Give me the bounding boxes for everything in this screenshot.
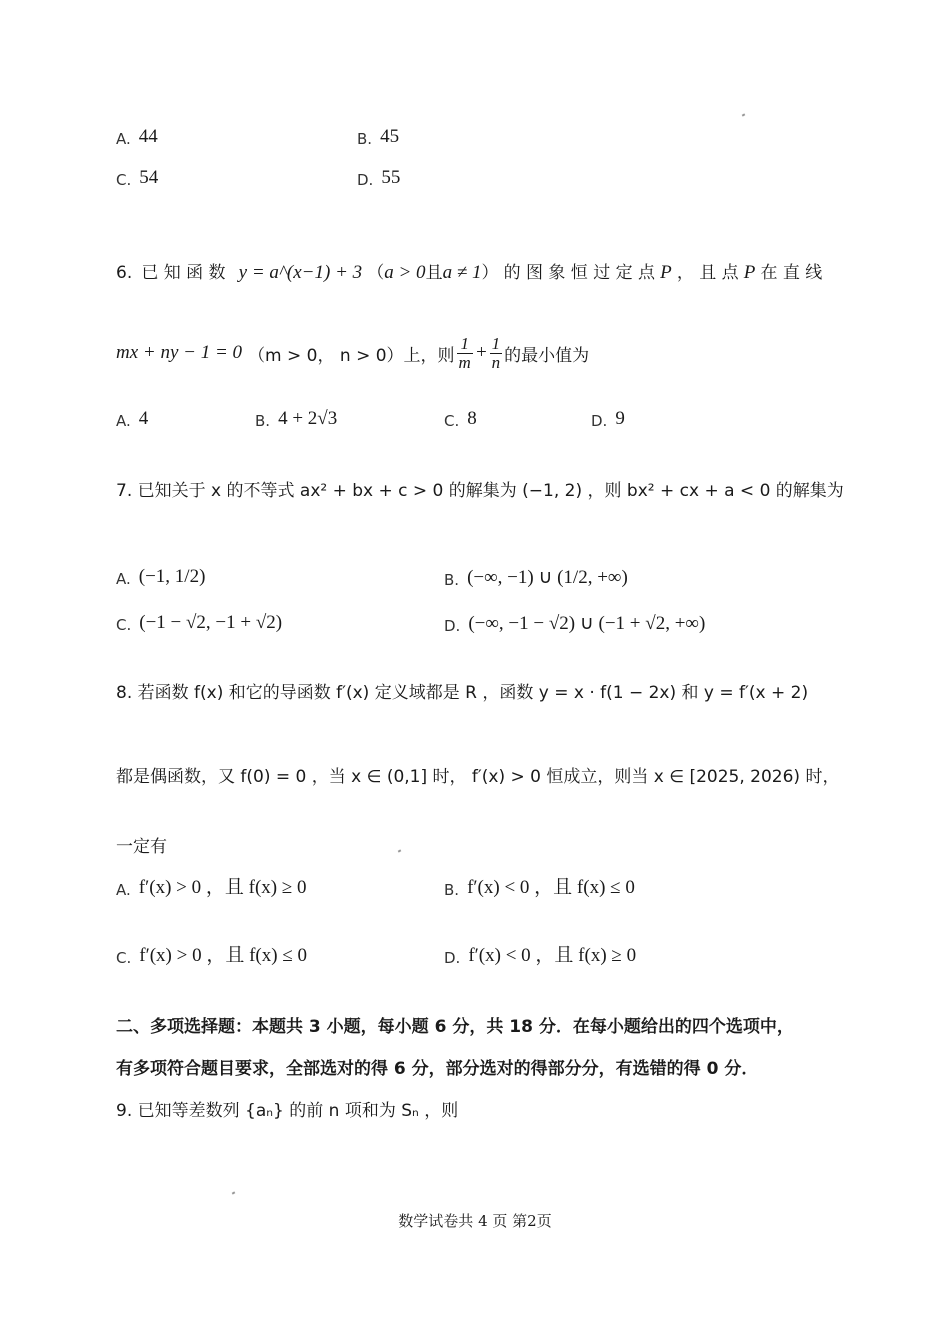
option-label: C. — [116, 949, 132, 967]
section-heading-line-2: 有多项符合题目要求，全部选对的得 6 分，部分选对的得部分分，有选错的得 0 分． — [116, 1059, 759, 1079]
question-text: 的最小值为 — [504, 345, 590, 366]
scan-speck — [232, 1191, 236, 1194]
point-label: P — [743, 262, 756, 283]
q6-line-2 — [116, 335, 589, 372]
q8-option-c — [116, 940, 307, 967]
plus-sign: + — [474, 342, 488, 364]
q9-question: 9. 已知等差数列 {aₙ} 的前 n 项和为 Sₙ ，则 — [116, 1101, 459, 1121]
option-label: D. — [444, 949, 461, 967]
q6-option-a — [116, 408, 148, 430]
option-label: D. — [591, 412, 608, 430]
q7-option-a — [116, 566, 205, 588]
option-label: A. — [116, 130, 131, 148]
option-value: 4 + 2√3 — [278, 408, 338, 429]
fraction-numerator: 1 — [460, 334, 469, 353]
option-value: 54 — [139, 167, 159, 188]
question-text: ， 且 点 — [676, 263, 739, 283]
fraction-denominator: m — [458, 352, 471, 372]
line-equation: mx + ny − 1 = 0 — [116, 342, 243, 364]
option-label: B. — [255, 412, 271, 430]
fraction-denominator: n — [491, 352, 501, 372]
option-value: 55 — [381, 167, 401, 188]
option-value: f′(x) > 0 ，且 f(x) ≥ 0 — [138, 877, 307, 898]
option-value: f′(x) < 0 ，且 f(x) ≥ 0 — [468, 945, 637, 966]
fraction-numerator: 1 — [491, 334, 501, 353]
option-value: (−1, 1/2) — [138, 566, 206, 587]
q6-option-d — [591, 408, 625, 430]
option-value: f′(x) < 0 ，且 f(x) ≤ 0 — [467, 877, 635, 898]
option-value: 8 — [467, 408, 477, 429]
option-value: 44 — [138, 126, 158, 147]
q6-option-c — [444, 408, 477, 430]
scan-speck — [398, 849, 402, 852]
section-heading-line-1: 二、多项选择题：本题共 3 小题，每小题 6 分，共 18 分．在每小题给出的四个选项中， — [116, 1017, 794, 1037]
point-label: P — [660, 262, 672, 283]
option-label: B. — [444, 571, 460, 589]
q5-option-a — [116, 126, 158, 148]
option-label: B. — [444, 881, 460, 899]
q5-option-c — [116, 167, 158, 189]
option-label: D. — [444, 617, 461, 635]
q5-option-b — [357, 126, 399, 148]
q5-option-d — [357, 167, 400, 189]
q8-option-b — [444, 872, 635, 899]
q8-line-2: 都是偶函数，又 f(0) = 0 ，当 x ∈ (0,1] 时， f′(x) > 0 恒成立，则当 x ∈ [2025, 2026) 时， — [116, 767, 840, 787]
paren-open: （ — [367, 263, 385, 283]
condition-a: a > 0 — [384, 262, 426, 283]
option-label: A. — [116, 412, 131, 430]
option-label: A. — [116, 570, 131, 588]
option-value: (−1 − √2, −1 + √2) — [139, 612, 283, 633]
option-label: C. — [116, 171, 132, 189]
q6-option-b — [255, 408, 337, 430]
question-text: 在 直 线 — [760, 263, 823, 283]
option-value: (−∞, −1) ∪ (1/2, +∞) — [467, 567, 628, 588]
option-label: A. — [116, 881, 131, 899]
option-label: C. — [116, 616, 132, 634]
fraction-1-over-n — [490, 335, 503, 372]
q8-option-a — [116, 872, 307, 899]
scan-speck — [742, 113, 746, 116]
option-value: 9 — [615, 408, 625, 429]
option-label: D. — [357, 171, 374, 189]
question-text: 已 知 函 数 — [141, 263, 226, 283]
q6-line-1 — [116, 258, 822, 284]
q8-line-1: 8. 若函数 f(x) 和它的导函数 f′(x) 定义域都是 R ，函数 y = x · f(1 − 2x) 和 y = f′(x + 2) — [116, 683, 809, 703]
function-formula: y = a^(x−1) + 3 — [238, 262, 363, 283]
paren-close: ） — [481, 263, 499, 283]
page-footer: 数学试卷共 4 页 第2页 — [398, 1212, 552, 1230]
q7-option-b — [444, 566, 628, 589]
q7-option-c — [116, 612, 282, 634]
option-label: B. — [357, 130, 373, 148]
option-value: 4 — [138, 408, 149, 429]
option-value: 45 — [380, 126, 400, 147]
and-word: 且 — [425, 263, 443, 283]
question-text: 上，则 — [403, 345, 455, 366]
q8-option-d — [444, 940, 636, 967]
option-value: (−∞, −1 − √2) ∪ (−1 + √2, +∞) — [468, 613, 706, 634]
option-value: f′(x) > 0 ，且 f(x) ≤ 0 — [139, 945, 308, 966]
condition-text: （m > 0， n > 0） — [248, 345, 404, 366]
fraction-1-over-m — [457, 335, 473, 372]
question-number: 6. — [116, 263, 133, 283]
option-label: C. — [444, 412, 460, 430]
question-text: 的 图 象 恒 过 定 点 — [503, 263, 656, 283]
q8-line-3: 一定有 — [116, 837, 167, 857]
q7-question: 7. 已知关于 x 的不等式 ax² + bx + c > 0 的解集为 (−1, 2) ，则 bx² + cx + a < 0 的解集为 — [116, 481, 844, 501]
condition-b: a ≠ 1 — [442, 262, 482, 283]
q7-option-d — [444, 612, 705, 635]
